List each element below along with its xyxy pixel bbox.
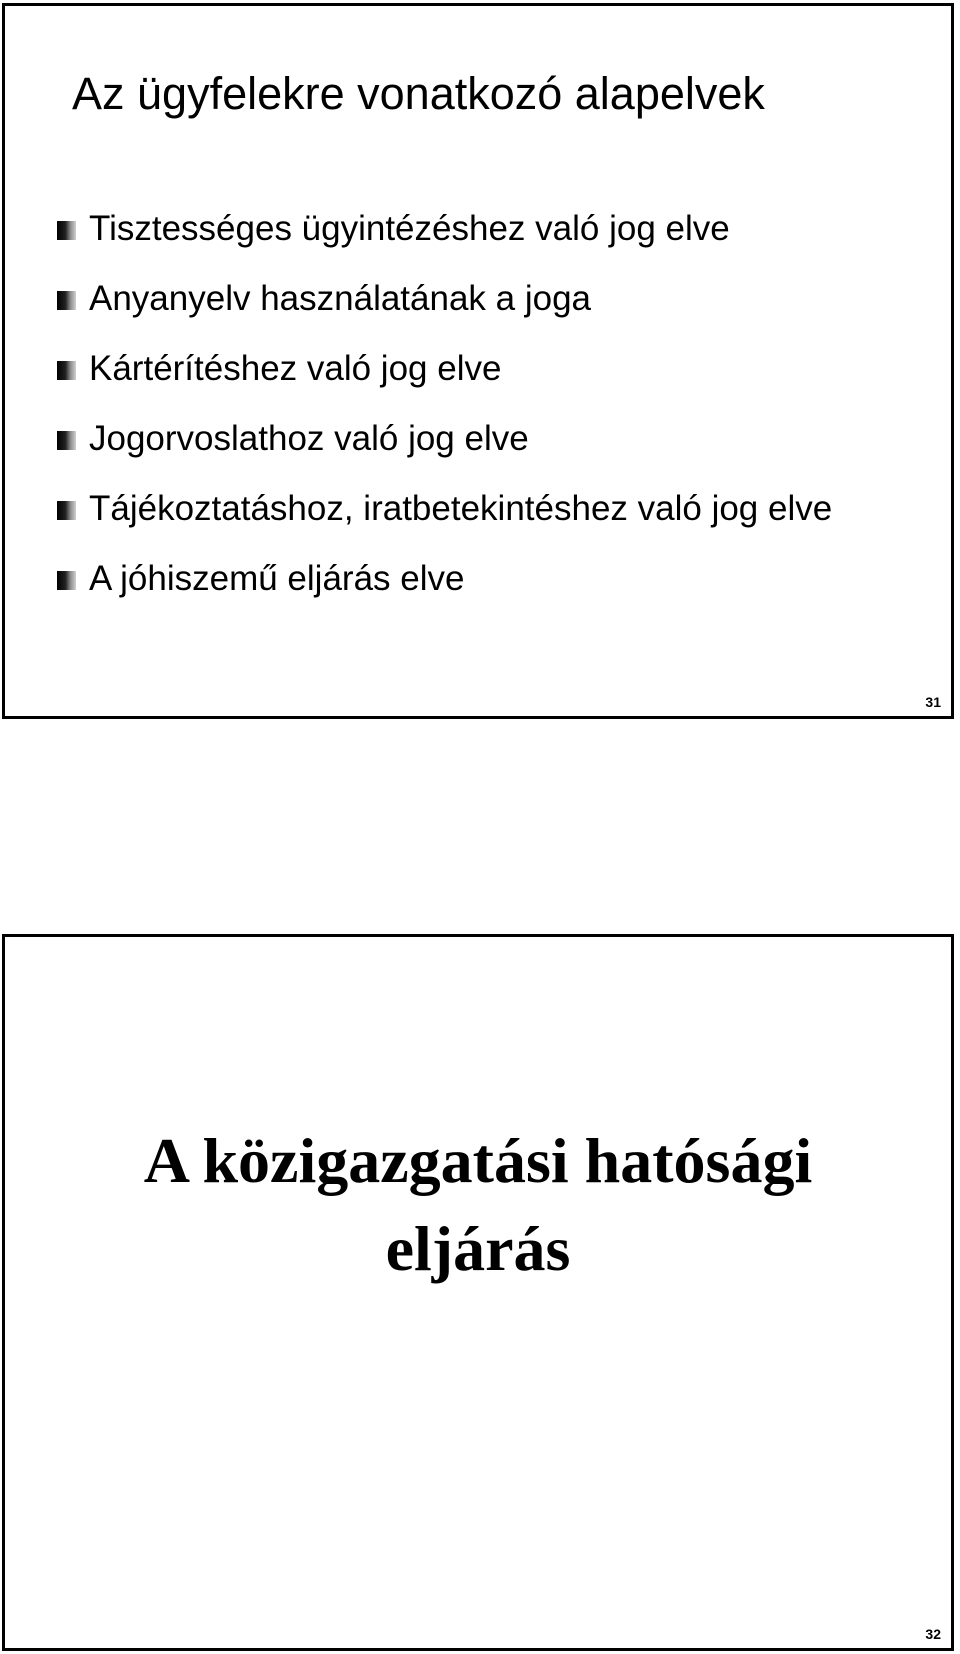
section-title-line-1: A közigazgatási hatósági	[143, 1125, 813, 1196]
section-title-line-2: eljárás	[385, 1213, 571, 1284]
bullet-list	[57, 209, 917, 629]
list-item	[57, 489, 879, 529]
square-bullet-icon	[57, 361, 76, 380]
list-item	[57, 279, 917, 319]
list-item	[57, 209, 917, 249]
square-bullet-icon	[57, 221, 76, 240]
slide-32	[2, 934, 954, 1651]
list-item	[57, 349, 917, 389]
list-item	[57, 559, 917, 599]
list-item-text: Kártérítéshez való jog elve	[89, 349, 502, 388]
list-item-text: Anyanyelv használatának a joga	[89, 279, 592, 318]
slide-31	[2, 3, 954, 719]
square-bullet-icon	[57, 431, 76, 450]
page-number: 31	[925, 694, 941, 710]
list-item-text: Jogorvoslathoz való jog elve	[89, 419, 529, 458]
slide-title: Az ügyfelekre vonatkozó alapelvek	[72, 68, 765, 119]
list-item-text: Tájékoztatáshoz, iratbetekintéshez való jog elve	[89, 489, 833, 528]
square-bullet-icon	[57, 501, 76, 520]
list-item-text: A jóhiszemű eljárás elve	[89, 559, 465, 598]
square-bullet-icon	[57, 571, 76, 590]
list-item	[57, 419, 917, 459]
section-title	[5, 1117, 951, 1293]
list-item-text: Tisztességes ügyintézéshez való jog elve	[89, 209, 730, 248]
page-number: 32	[925, 1626, 941, 1642]
square-bullet-icon	[57, 291, 76, 310]
